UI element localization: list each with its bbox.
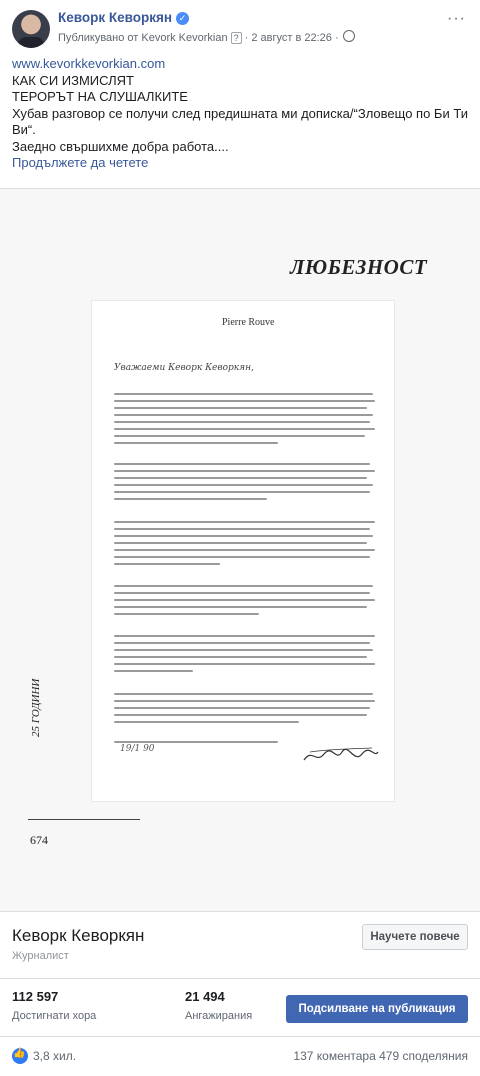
page-card — [0, 910, 480, 979]
like-reaction-icon[interactable] — [12, 1048, 28, 1064]
post-date[interactable]: · 2 август в 22:26 · — [244, 32, 339, 44]
post-line-2: ТЕРОРЪТ НА СЛУШАЛКИТЕ — [12, 89, 188, 104]
insights-bar — [0, 979, 480, 1037]
learn-more-button[interactable]: Научете повече — [362, 924, 468, 950]
engagement-stat[interactable] — [185, 989, 252, 1022]
letter-paragraph-5 — [114, 635, 378, 677]
page-name[interactable]: Кеворк Кеворкян — [12, 926, 145, 945]
post-line-3: Хубав разговор се получи след предишната ми дописка/“Зловещо по Би Ти Ви“. — [12, 105, 468, 137]
post-image[interactable] — [0, 188, 480, 912]
publisher-text[interactable]: Публикувано от Kevork Kevorkian — [58, 32, 228, 44]
signature-icon — [302, 746, 380, 766]
letter-scan — [92, 301, 394, 801]
letter-paragraph-1 — [114, 393, 378, 449]
help-icon[interactable]: ? — [231, 32, 242, 44]
letter-paragraph-2 — [114, 463, 378, 505]
engagement-counts — [293, 1049, 468, 1063]
letter-paragraph-6 — [114, 693, 378, 728]
more-options-icon[interactable]: ··· — [447, 10, 466, 27]
website-link[interactable]: www.kevorkkevorkian.com — [12, 56, 166, 71]
post-line-1: КАК СИ ИЗМИСЛЯТ — [12, 72, 134, 88]
letter-date: 19/1 90 — [120, 744, 155, 754]
reactions-count[interactable]: 3,8 хил. — [33, 1049, 77, 1063]
verified-badge-icon: ✓ — [176, 12, 189, 25]
reach-label: Достигнати хора — [12, 1010, 97, 1022]
letter-paragraph-4 — [114, 585, 378, 620]
engagement-value: 21 494 — [185, 989, 225, 1004]
author-name[interactable]: Кеворк Кеворкян ✓ — [58, 10, 189, 25]
letterhead: Pierre Rouve — [222, 317, 275, 328]
book-title: ЛЮБЕЗНОСТ — [290, 255, 428, 279]
post-line-4: Заедно свършихме добра работа.... — [12, 138, 229, 154]
reactions-footer — [0, 1037, 480, 1076]
continue-reading-link[interactable]: Продължете да четете — [12, 155, 149, 170]
reach-value: 112 597 — [12, 989, 59, 1004]
post-header — [0, 0, 480, 56]
vertical-caption: 25 ГОДИНИ — [30, 678, 42, 737]
page-rule — [28, 819, 140, 820]
author-avatar[interactable] — [12, 10, 50, 48]
letter-salutation: Уважаеми Кеворк Кеворкян, — [114, 363, 254, 373]
post-meta — [58, 30, 355, 44]
boost-post-button[interactable]: Подсилване на публикация — [286, 995, 468, 1023]
globe-icon — [343, 30, 355, 42]
comments-count[interactable]: 137 коментара — [293, 1049, 376, 1063]
letter-paragraph-3 — [114, 521, 378, 570]
page-number: 674 — [30, 833, 48, 847]
engagement-label: Ангажирания — [185, 1010, 253, 1022]
reach-stat[interactable] — [12, 989, 96, 1022]
shares-count[interactable]: 479 споделяния — [379, 1049, 468, 1063]
page-category: Журналист — [12, 950, 69, 962]
post-body — [12, 56, 472, 172]
